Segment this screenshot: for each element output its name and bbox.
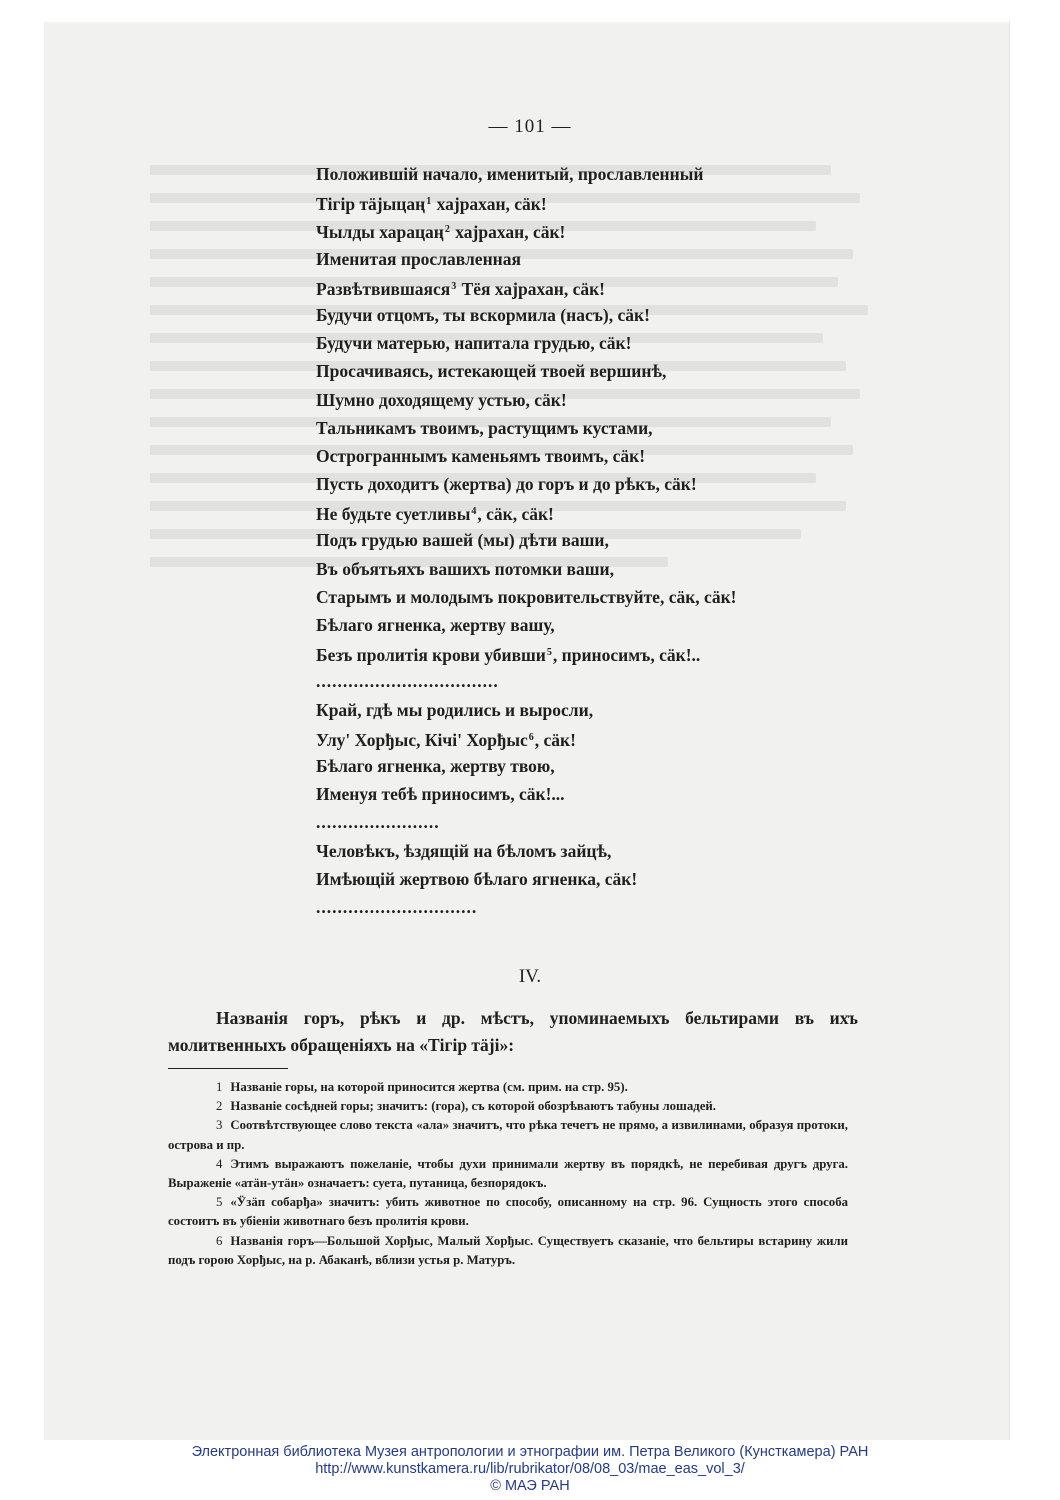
verse-line-continuation: Тёя хајрахан, сäк! (457, 278, 606, 299)
footnote-marker[interactable]: 6 (528, 731, 534, 743)
footnote (168, 1078, 848, 1097)
verse-line-continuation: , сäк, сäк! (477, 504, 554, 525)
verse-line (316, 188, 836, 216)
verse-line (316, 386, 836, 414)
section-number: IV. (518, 966, 542, 987)
footnote-text: Названіе горы, на которой приносится жертва (см. прим. на стр. 95). (230, 1080, 628, 1094)
verse-line-text: Тігір тäјыцаң (316, 194, 426, 215)
verse-line-text: Имѣющій жертвою бѣлаго ягненка, сäк! (316, 868, 638, 889)
footnote-text: Соотвѣтствующее слово текста «ала» значитъ, что рѣка течетъ не прямо, а извилинами, образуя протоки, острова и пр. (168, 1118, 848, 1152)
verse-line (316, 583, 836, 611)
verse-line (316, 245, 836, 273)
verse-line (316, 611, 836, 639)
footnote-number: 2 (216, 1099, 223, 1114)
verse-ellipsis-line (316, 808, 836, 836)
verse-line-text: Будучи отцомъ, ты вскормила (насъ), сäк! (316, 304, 650, 325)
footnote-marker[interactable]: 2 (444, 224, 450, 236)
footnote-marker[interactable]: 4 (471, 506, 477, 518)
verse-line-text: Именитая прославленная (316, 248, 521, 269)
verse-line-text: Развѣтвившаяся (316, 278, 451, 299)
verse-line-text: Человѣкъ, ѣздящій на бѣломъ зайцѣ, (316, 840, 612, 861)
verse-line-continuation: хајрахан, сäк! (450, 222, 566, 243)
footer-library-name: Электронная библиотека Музея антропологии и этнографии им. Петра Великого (Кунсткамера) РАН (191, 1444, 869, 1460)
footnotes (168, 1078, 848, 1270)
verse-line (316, 865, 836, 893)
footnote-marker[interactable]: 3 (451, 280, 457, 292)
verse-line-text: Въ объятьяхъ вашихъ потомки ваши, (316, 558, 614, 579)
verse-line-text: Бѣлаго ягненка, жертву твою, (316, 755, 555, 776)
footnote-text: Названіе сосѣдней горы; значитъ: (гора), съ которой обозрѣваютъ табуны лошадей. (230, 1099, 716, 1114)
footnote-text: «Ӱзäп собарђа» значитъ: убить животное по способу, описанному на стр. 96. Сущность этого способа состоитъ въ убіеніи животнаго безъ пролитія крови. (168, 1195, 848, 1229)
library-footer (0, 1444, 1060, 1495)
verse-ellipsis-line (316, 893, 836, 921)
footnote (168, 1116, 848, 1154)
verse-line-text: Просачиваясь, истекающей твоей вершинѣ, (316, 361, 667, 382)
verse-line (316, 780, 836, 808)
verse-line-text: Шумно доходящему устью, сäк! (316, 389, 567, 410)
verse-line-text: Пусть доходитъ (жертва) до горъ и до рѣкъ, сäк! (316, 474, 697, 495)
verse-line-text: Тальникамъ твоимъ, растущимъ кустами, (316, 417, 653, 438)
verse-line (316, 357, 836, 385)
verse-line (316, 837, 836, 865)
footnote-number: 5 (216, 1195, 223, 1210)
footnote (168, 1232, 848, 1270)
verse-line (316, 273, 836, 301)
verse-line (316, 696, 836, 724)
footnote-text: Этимъ выражаютъ пожеланіе, чтобы духи принимали жертву въ порядкѣ, не перебивая другъ друга. Выраженіе «атäн-утäн» означаетъ: суета, путаница, безпорядокъ. (168, 1156, 848, 1191)
verse-line-text: Бѣлаго ягненка, жертву вашу, (316, 615, 555, 635)
footnote (168, 1097, 848, 1116)
verse-line-text: Старымъ и молодымъ покровительствуйте, сäк, сäк! (316, 586, 737, 607)
footer-url[interactable]: http://www.kunstkamera.ru/lib/rubrikator/08/08_03/mae_eas_vol_3/ (315, 1461, 745, 1477)
verse-line-text: Именуя тебѣ приносимъ, сäк!... (316, 784, 565, 805)
verse-line (316, 414, 836, 442)
footnote-number: 1 (216, 1080, 223, 1094)
section-intro-paragraph: Названія горъ, рѣкъ и др. мѣстъ, упоминаемыхъ бельтирами въ ихъ молитвенныхъ обращеніяхъ на «Тігір тäjі»: (168, 1008, 858, 1055)
footnote-marker[interactable]: 1 (426, 196, 432, 208)
footnote-number: 6 (216, 1233, 223, 1248)
footnote-marker[interactable]: 5 (546, 647, 552, 659)
verse-line-text: Край, гдѣ мы родились и выросли, (316, 699, 594, 720)
verse-line-text: Подъ грудью вашей (мы) дѣти ваши, (316, 530, 609, 551)
verse-line (316, 301, 836, 329)
verse-line-continuation: , сäк! (534, 729, 576, 750)
verse-line-text: Не будьте суетливы (316, 504, 471, 525)
verse-line (316, 555, 836, 583)
verse-line-continuation: хајрахан, сäк! (432, 194, 547, 215)
verse-line-text: ....................... (316, 812, 440, 833)
verse-line (316, 498, 836, 526)
footnote-number: 3 (216, 1118, 223, 1133)
verse-line-text: Будучи матерью, напитала грудью, сäк! (316, 333, 632, 354)
verse-line (316, 526, 836, 554)
verse-line (316, 216, 836, 244)
page-number: — 101 — (488, 116, 572, 137)
verse-line-text: Положившій начало, именитый, прославленный (316, 164, 704, 184)
footnote-divider (168, 1068, 288, 1069)
verse-line-text: Чылды харацаң (316, 222, 444, 243)
footnote (168, 1155, 848, 1193)
verse-block (316, 160, 836, 921)
verse-line-text: Острограннымъ каменьямъ твоимъ, сäк! (316, 445, 646, 466)
verse-line (316, 639, 836, 667)
verse-ellipsis-line (316, 667, 836, 695)
verse-line (316, 470, 836, 498)
verse-line-text: Улу' Хорђыс, Кічі' Хорђыс (316, 729, 528, 750)
verse-line (316, 329, 836, 357)
verse-line-text: .................................. (316, 671, 499, 692)
verse-line (316, 724, 836, 752)
verse-line (316, 752, 836, 780)
verse-line (316, 442, 836, 470)
footnote-number: 4 (216, 1156, 223, 1171)
verse-line-continuation: , приносимъ, сäк!.. (552, 645, 701, 666)
verse-line-text: .............................. (316, 896, 478, 917)
footer-copyright: © МАЭ РАН (490, 1478, 570, 1494)
verse-line (316, 160, 836, 188)
footnote (168, 1193, 848, 1231)
verse-line-text: Безъ пролитія крови убивши (316, 645, 546, 666)
footnote-text: Названія горъ—Большой Хорђыс, Малый Хорђыс. Существуетъ сказаніе, что бельтиры встарину жили подъ горою Хорђыс, на р. Абаканѣ, вблизи устья р. Матуръ. (168, 1233, 848, 1267)
